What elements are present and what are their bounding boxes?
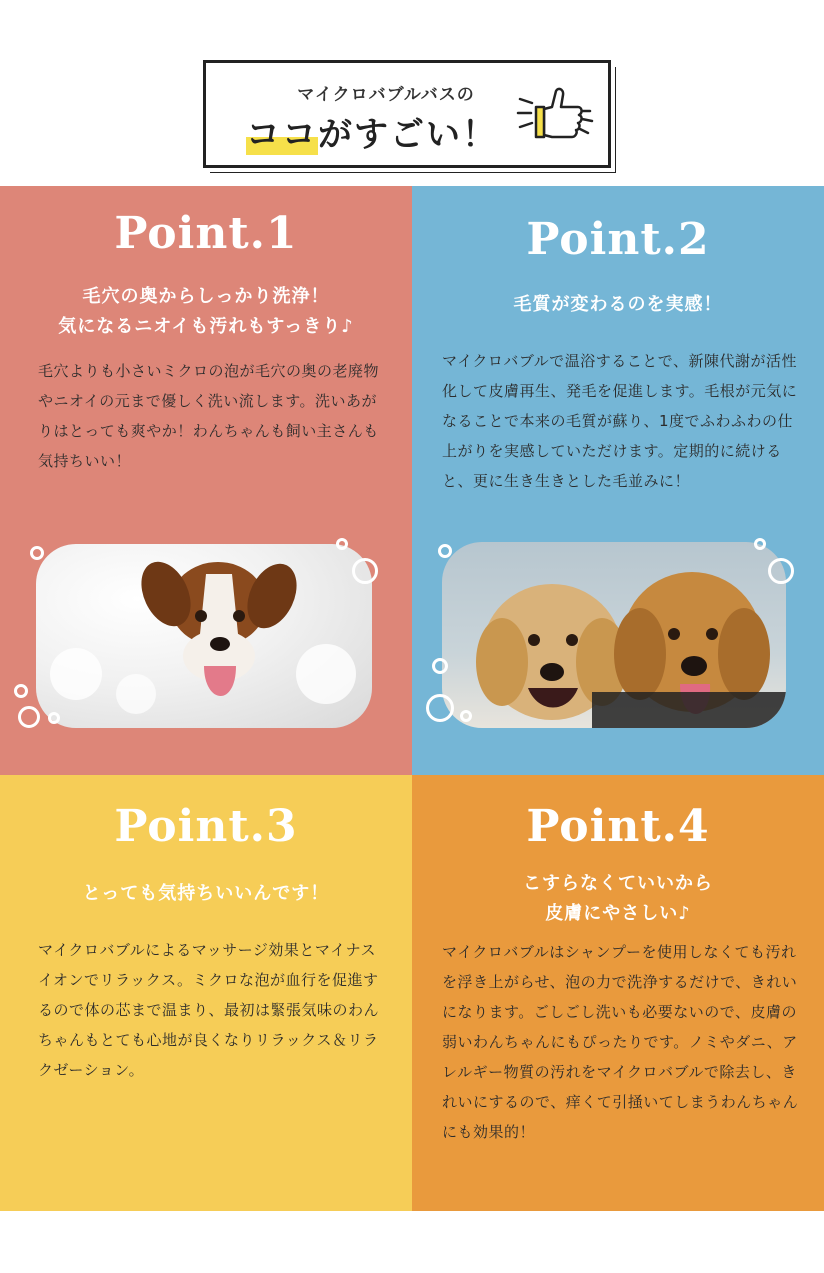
bubble-decoration (48, 712, 60, 724)
header-title (246, 107, 498, 156)
bubble-decoration (352, 558, 378, 584)
thumbs-up-icon (516, 85, 596, 141)
header-section (0, 0, 824, 186)
point-3-title: Point.3 (114, 801, 298, 852)
bubble-decoration (336, 538, 348, 550)
bubble-decoration (768, 558, 794, 584)
bubble-decoration (18, 706, 40, 728)
header-title-accent: ココ (246, 115, 318, 155)
point-4-headline-line-1: こすらなくていいから (523, 873, 713, 894)
point-4-title: Point.4 (526, 801, 710, 852)
header-title-rest: がすごい！ (318, 115, 498, 155)
point-2-body: マイクロバブルで温浴することで、新陳代謝が活性化して皮膚再生、発毛を促進します。毛根が元気になることで本来の毛質が蘇り、1度でふわふわの仕上がりを実感していただけます。定期的に続けると、更に生き生きとした毛並みに！ (442, 352, 798, 490)
point-2-title: Point.2 (526, 214, 710, 265)
point-1-title: Point.1 (114, 208, 298, 259)
header-subtitle: マイクロバブルバスの (297, 85, 475, 105)
point-4-body: マイクロバブルはシャンプーを使用しなくても汚れを浮き上がらせ、泡の力で洗浄するだけで、きれいになります。ごしごし洗いも必要ないので、皮膚の弱いわんちゃんにもぴったりです。ノミやダニ、アレルギー物質の汚れをマイクロバブルで除去し、きれいにするので、痒くて引掻いてしまうわんちゃんにも効果的！ (442, 943, 799, 1141)
point-1-headline-line-2: 気になるニオイも汚れもすっきり♪ (58, 316, 354, 337)
bubble-decoration (30, 546, 44, 560)
point-4-headline-line-2: 皮膚にやさしい♪ (545, 903, 691, 924)
point-3-panel (0, 775, 412, 1211)
point-1-headline-line-1: 毛穴の奥からしっかり洗浄！ (82, 286, 330, 307)
bubble-decoration (426, 694, 454, 722)
bubble-decoration (460, 710, 472, 722)
bubble-decoration (754, 538, 766, 550)
point-3-headline: とっても気持ちいいんです！ (82, 883, 330, 904)
papillon-dog-in-foam-photo (36, 544, 372, 728)
bubble-decoration (438, 544, 452, 558)
point-2-panel (412, 186, 824, 775)
point-3-body: マイクロバブルによるマッサージ効果とマイナスイオンでリラックス。ミクロな泡が血行を促進するので体の芯まで温まり、最初は緊張気味のわんちゃんもとても心地が良くなりリラックス＆リラクゼーション。 (38, 941, 380, 1079)
bubble-decoration (432, 658, 448, 674)
point-1-panel (0, 186, 412, 775)
page-bottom-margin (0, 1211, 824, 1273)
point-2-headline: 毛質が変わるのを実感！ (513, 294, 723, 315)
header-frame (203, 60, 611, 168)
point-1-body: 毛穴よりも小さいミクロの泡が毛穴の奥の老廃物やニオイの元まで優しく洗い流します。洗いあがりはとっても爽やか！わんちゃんも飼い主さんも気持ちいい！ (38, 362, 380, 470)
point-4-panel (412, 775, 824, 1211)
two-golden-retrievers-photo (442, 542, 786, 728)
bubble-decoration (14, 684, 28, 698)
